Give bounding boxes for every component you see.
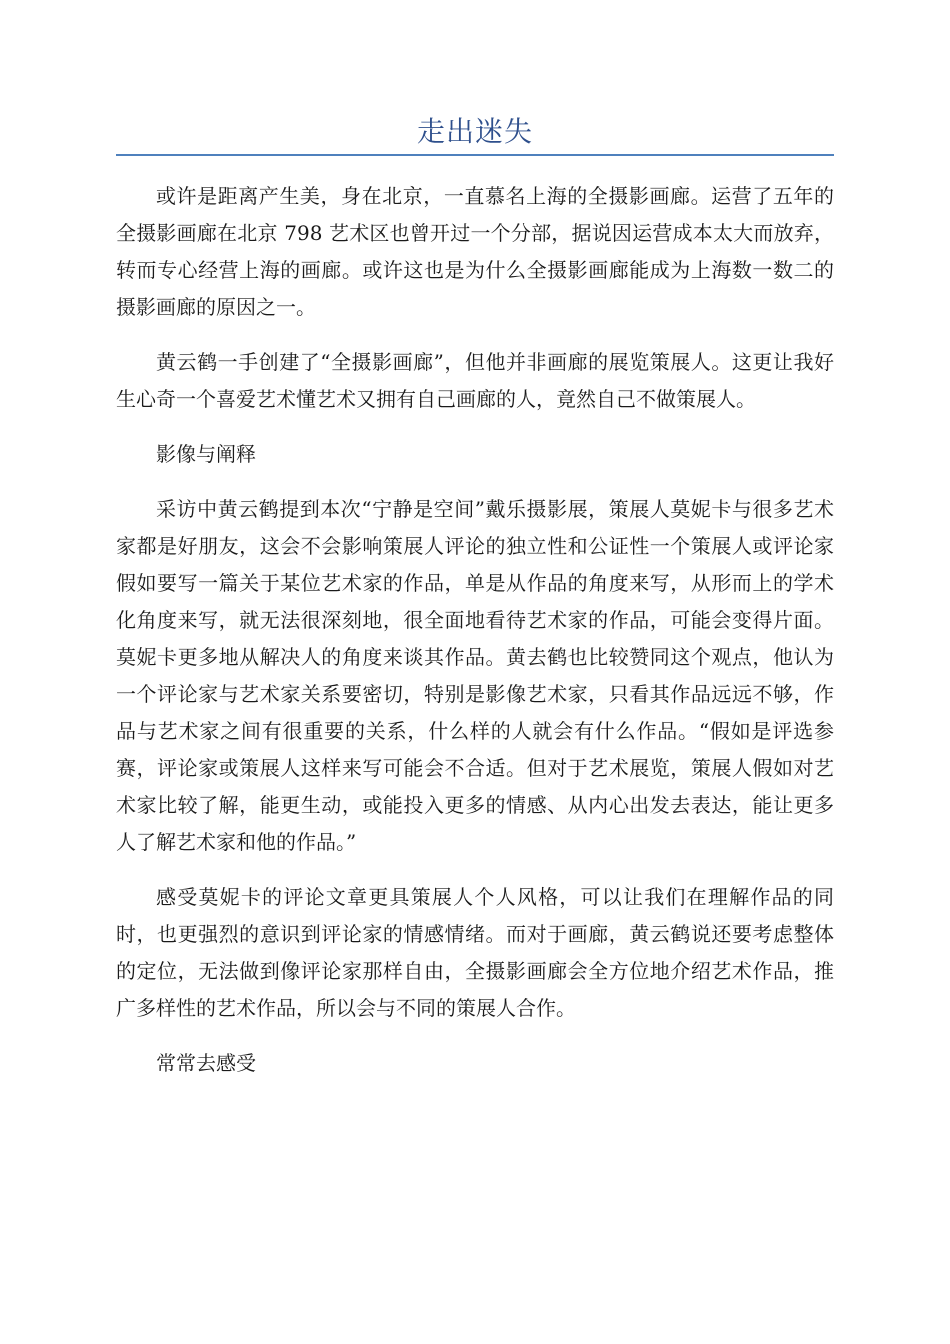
section-heading: 常常去感受 (156, 1051, 256, 1075)
section-heading: 影像与阐释 (156, 442, 256, 466)
paragraph: 黄云鹤一手创建了“全摄影画廊”，但他并非画廊的展览策展人。这更让我好生心奇一个喜爱艺术懂艺术又拥有自己画廊的人，竟然自己不做策展人。 (116, 350, 834, 411)
paragraph: 或许是距离产生美，身在北京，一直慕名上海的全摄影画廊。运营了五年的全摄影画廊在北京 798 艺术区也曾开过一个分部，据说因运营成本太大而放弃，转而专心经营上海的画廊。或许这也是为什么全摄影画廊能成为上海数一数二的摄影画廊的原因之一。 (116, 184, 834, 319)
document-page (116, 112, 834, 1100)
document-title: 走出迷失 (416, 115, 533, 148)
paragraph: 感受莫妮卡的评论文章更具策展人个人风格，可以让我们在理解作品的同时，也更强烈的意识到评论家的情感情绪。而对于画廊，黄云鹤说还要考虑整体的定位，无法做到像评论家那样自由，全摄影画廊会全方位地介绍艺术作品，推广多样性的艺术作品，所以会与不同的策展人合作。 (116, 885, 834, 1020)
paragraph: 采访中黄云鹤提到本次“宁静是空间”戴乐摄影展，策展人莫妮卡与很多艺术家都是好朋友，这会不会影响策展人评论的独立性和公证性一个策展人或评论家假如要写一篇关于某位艺术家的作品，单是从作品的角度来写，从形而上的学术化角度来写，就无法很深刻地，很全面地看待艺术家的作品，可能会变得片面。莫妮卡更多地从解决人的角度来谈其作品。黄去鹤也比较赞同这个观点，他认为一个评论家与艺术家关系要密切，特别是影像艺术家，只看其作品远远不够，作品与艺术家之间有很重要的关系，什么样的人就会有什么作品。“假如是评选参赛，评论家或策展人这样来写可能会不合适。但对于艺术展览，策展人假如对艺术家比较了解，能更生动，或能投入更多的情感、从内心出发去表达，能让更多人了解艺术家和他的作品。” (116, 497, 834, 854)
title-underline (116, 154, 834, 156)
document-body (116, 178, 834, 1082)
